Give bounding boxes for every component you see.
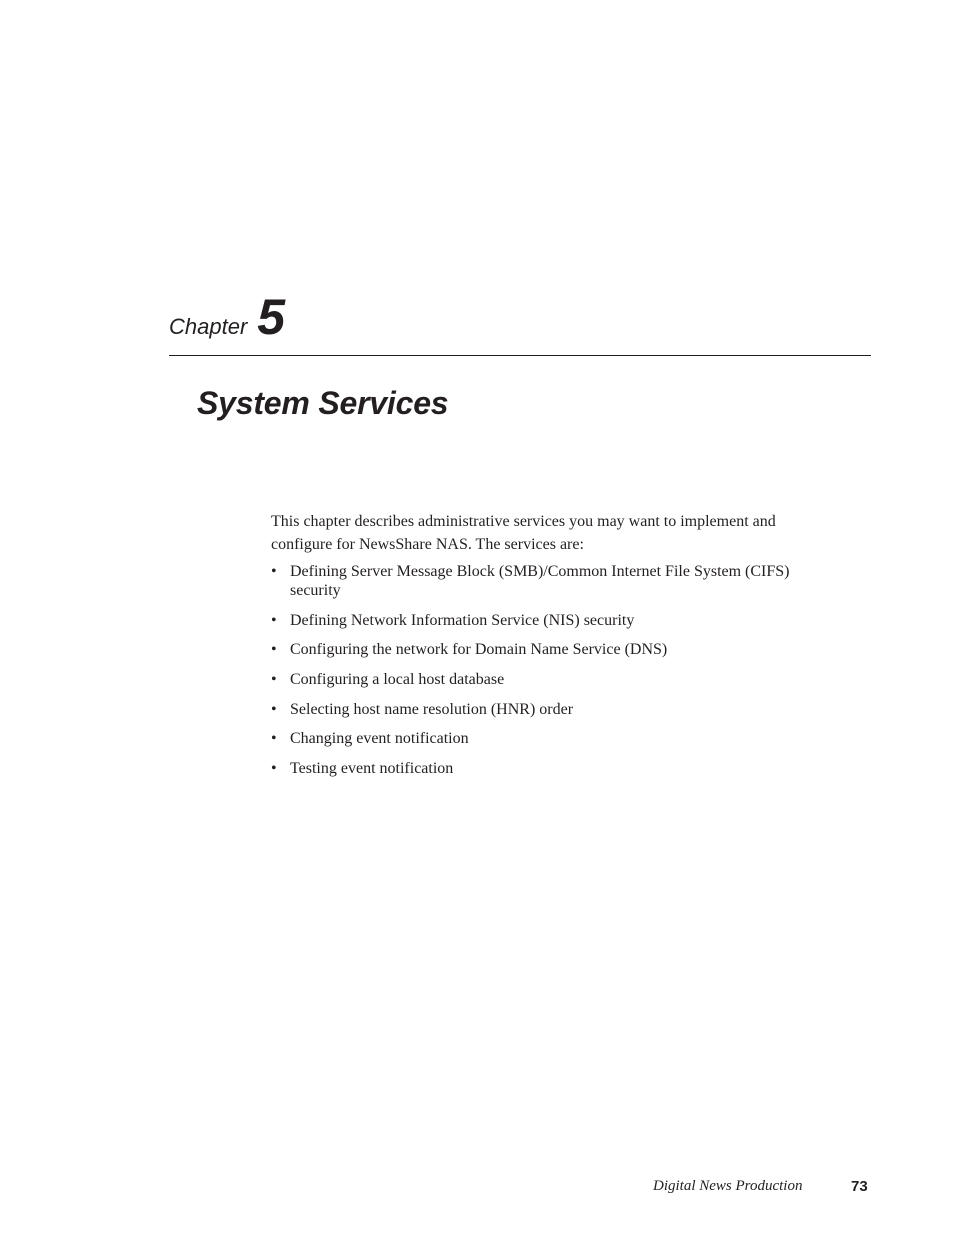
- list-item-text: Changing event notification: [290, 730, 469, 748]
- footer-book-title: Digital News Production: [653, 1178, 803, 1194]
- bullet-icon: •: [271, 611, 277, 629]
- bullet-icon: •: [271, 641, 277, 659]
- bullet-icon: •: [271, 563, 277, 580]
- list-item-text: Testing event notification: [290, 760, 454, 778]
- list-item: [271, 700, 831, 719]
- services-list: [271, 562, 831, 778]
- bullet-icon: •: [271, 671, 277, 689]
- list-item-text: Defining Server Message Block (SMB)/Common Internet File System (CIFS) security: [290, 563, 790, 599]
- list-item: [271, 670, 831, 689]
- bullet-icon: •: [271, 760, 277, 778]
- chapter-divider: [169, 355, 871, 356]
- page-number: 73: [851, 1178, 868, 1195]
- chapter-title: System Services: [197, 385, 449, 421]
- list-item-text: Selecting host name resolution (HNR) order: [290, 700, 574, 718]
- bullet-icon: •: [271, 730, 277, 748]
- list-item: [271, 729, 831, 748]
- chapter-label: Chapter: [169, 314, 248, 339]
- bullet-icon: •: [271, 700, 277, 718]
- list-item: [271, 562, 831, 600]
- list-item: [271, 611, 831, 630]
- list-item: [271, 759, 831, 778]
- list-item-text: Configuring a local host database: [290, 671, 505, 689]
- list-item: [271, 640, 831, 659]
- list-item-text: Defining Network Information Service (NIS) security: [290, 611, 635, 629]
- intro-paragraph: This chapter describes administrative services you may want to implement and configure for NewsShare NAS. The services are:: [271, 513, 776, 553]
- chapter-heading: [169, 289, 286, 345]
- chapter-number: 5: [257, 289, 286, 345]
- page-footer: [0, 1178, 954, 1200]
- list-item-text: Configuring the network for Domain Name Service (DNS): [290, 641, 668, 659]
- chapter-body: [271, 510, 831, 789]
